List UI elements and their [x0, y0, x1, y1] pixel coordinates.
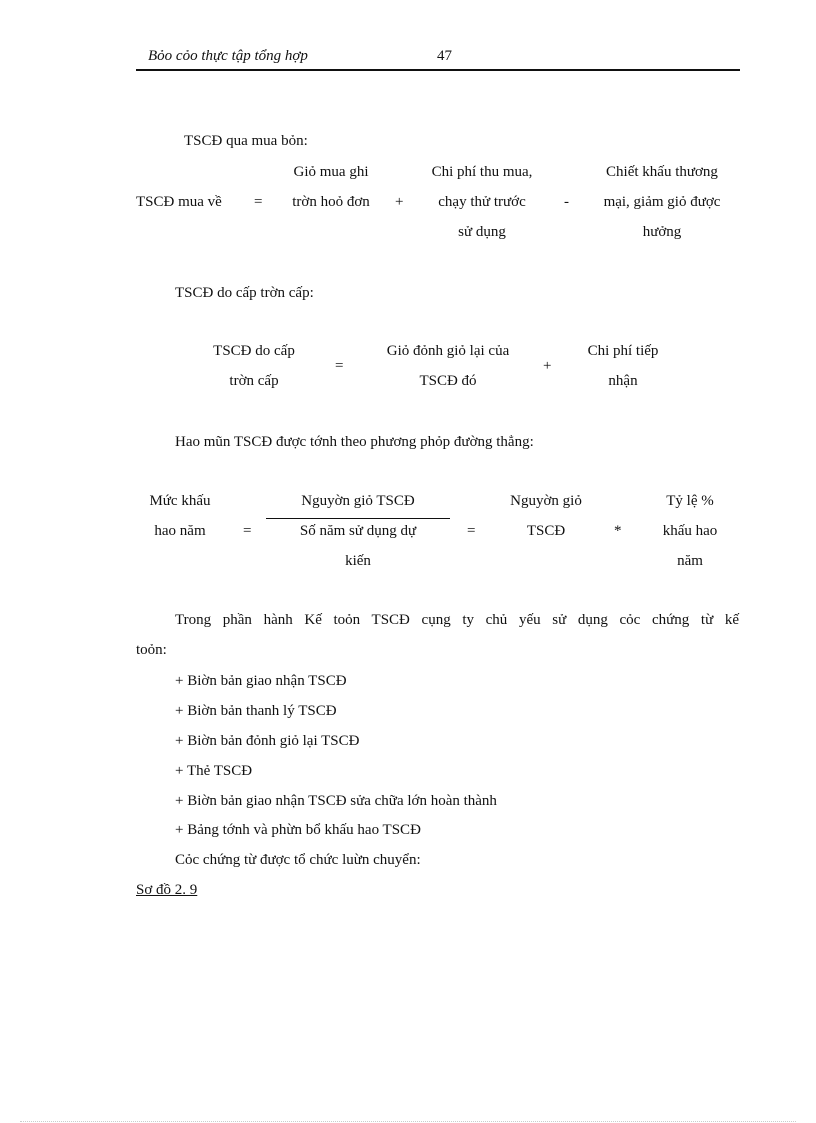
- formula3-term1-line2: TSCĐ: [526, 523, 566, 539]
- formula1-term2-line2: chạy thử trước: [438, 194, 526, 210]
- paragraph-line-2: toỏn:: [136, 642, 167, 658]
- closing-line: Cỏc chứng từ được tổ chức luừn chuyển:: [175, 852, 421, 868]
- formula3-numerator: Nguyờn giỏ TSCĐ: [301, 493, 415, 509]
- formula1-equals: =: [254, 194, 263, 210]
- formula1-term3-line2: mại, giảm giỏ được: [603, 194, 721, 210]
- header-rule: [136, 69, 740, 71]
- formula1-lhs: TSCĐ mua về: [136, 194, 222, 210]
- formula1-term3-line3: hưởng: [642, 224, 682, 240]
- page-bottom-border: [20, 1121, 796, 1122]
- formula3-equals-2: =: [467, 523, 476, 539]
- fraction-bar: [266, 518, 450, 519]
- formula3-intro: Hao mũn TSCĐ được tớnh theo phương phỏp đường thẳng:: [175, 434, 534, 450]
- formula3-denominator-line2: kiến: [345, 553, 371, 569]
- list-item: + Biờn bản giao nhận TSCĐ: [175, 673, 347, 689]
- list-item: + Biờn bản giao nhận TSCĐ sửa chữa lớn hoàn thành: [175, 793, 497, 809]
- formula3-equals-1: =: [243, 523, 252, 539]
- formula3-denominator-line1: Số năm sử dụng dự: [299, 523, 417, 539]
- formula3-multiply: *: [614, 523, 622, 539]
- formula2-equals: =: [335, 358, 344, 374]
- formula1-term1-line2: trờn hoỏ đơn: [292, 194, 370, 210]
- formula1-plus: +: [395, 194, 404, 210]
- formula2-term2-line1: Chi phí tiếp: [587, 343, 659, 359]
- list-item: + Bảng tớnh và phừn bổ khấu hao TSCĐ: [175, 822, 421, 838]
- formula1-intro: TSCĐ qua mua bỏn:: [184, 133, 308, 149]
- formula3-term2-line2: khấu hao: [662, 523, 718, 539]
- formula3-term2-line1: Tỷ lệ %: [666, 493, 714, 509]
- page-number: 47: [437, 48, 452, 64]
- formula3-lhs-line2: hao năm: [154, 523, 206, 539]
- formula1-term2-line3: sử dụng: [458, 224, 506, 240]
- list-item: + Biờn bản đỏnh giỏ lại TSCĐ: [175, 733, 360, 749]
- formula2-lhs-line1: TSCĐ do cấp: [213, 343, 295, 359]
- paragraph-line-1: Trong phần hành Kế toỏn TSCĐ cụng ty chủ yếu sử dụng cỏc chứng từ kế: [175, 612, 739, 628]
- formula1-minus: -: [564, 194, 569, 210]
- formula2-intro: TSCĐ do cấp trờn cấp:: [175, 285, 314, 301]
- formula1-term3-line1: Chiết khấu thương: [606, 164, 718, 180]
- formula3-term1-line1: Nguyờn giỏ: [510, 493, 582, 509]
- formula2-term1-line1: Giỏ đỏnh giỏ lại của: [386, 343, 510, 359]
- formula3-lhs-line1: Mức khấu: [149, 493, 211, 509]
- diagram-reference: Sơ đồ 2. 9: [136, 882, 198, 898]
- formula1-term2-line1: Chi phí thu mua,: [431, 164, 533, 180]
- formula3-term2-line3: năm: [677, 553, 703, 569]
- list-item: + Biờn bản thanh lý TSCĐ: [175, 703, 337, 719]
- formula2-term1-line2: TSCĐ đó: [419, 373, 477, 389]
- formula1-term1-line1: Giỏ mua ghi: [293, 164, 369, 180]
- list-item: + Thẻ TSCĐ: [175, 763, 253, 779]
- formula2-lhs-line2: trờn cấp: [229, 373, 279, 389]
- formula2-plus: +: [543, 358, 552, 374]
- formula2-term2-line2: nhận: [608, 373, 638, 389]
- header-title: Bỏo cỏo thực tập tổng hợp: [148, 48, 308, 64]
